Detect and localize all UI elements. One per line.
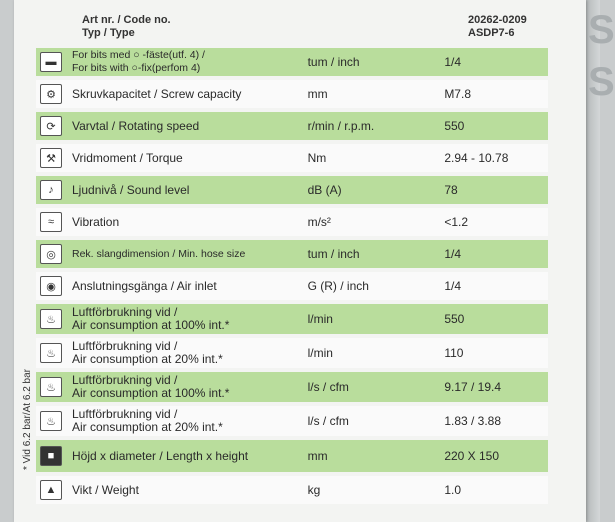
spec-unit: mm [302, 80, 439, 108]
spec-description-line: Air consumption at 100% int.* [72, 318, 230, 332]
spec-unit: l/s / cfm [302, 372, 439, 402]
type-label: Typ / Type [82, 27, 135, 39]
spec-description-line: For bits med ○ -fäste(utf. 4) / [72, 49, 205, 61]
spec-value: 550 [438, 112, 548, 140]
spec-description-line: Varvtal / Rotating speed [72, 119, 200, 133]
spec-unit: G (R) / inch [302, 272, 439, 300]
rotation-icon: ⟳ [40, 116, 62, 136]
dimension-icon: ■ [40, 446, 62, 466]
spec-description [66, 372, 302, 402]
spec-unit: m/s² [302, 208, 439, 236]
spec-description-line: Höjd x diameter / Length x height [72, 449, 249, 463]
spec-row [36, 476, 548, 504]
spec-row [36, 440, 548, 472]
spec-unit: Nm [302, 144, 439, 172]
spec-icon-cell [36, 372, 66, 402]
spec-value: M7.8 [438, 80, 548, 108]
spec-description-line: Rek. slangdimension / Min. hose size [72, 248, 246, 260]
spec-icon-cell [36, 476, 66, 504]
spec-description-line: Air consumption at 20% int.* [72, 352, 223, 366]
spec-value: 1/4 [438, 240, 548, 268]
spec-row [36, 338, 548, 368]
hose-icon: ◎ [40, 244, 62, 264]
air-inlet-icon: ◉ [40, 276, 62, 296]
spec-description [66, 144, 302, 172]
spec-description [66, 112, 302, 140]
spec-icon-cell [36, 176, 66, 204]
spec-row [36, 48, 548, 76]
spec-value: <1.2 [438, 208, 548, 236]
header-right [468, 14, 527, 40]
spec-unit: mm [302, 440, 439, 472]
spec-description [66, 48, 302, 76]
weight-icon: ▲ [40, 480, 62, 500]
spec-row [36, 240, 548, 268]
spec-value: 220 X 150 [438, 440, 548, 472]
air-consumption-icon: ♨ [40, 411, 62, 431]
spec-description-line: Luftförbrukning vid / [72, 373, 178, 387]
air-consumption-icon: ♨ [40, 309, 62, 329]
spec-icon-cell [36, 406, 66, 436]
spec-value: 1.83 / 3.88 [438, 406, 548, 436]
spec-description-line: Anslutningsgänga / Air inlet [72, 279, 217, 293]
right-edge-letter: S [588, 8, 615, 52]
torque-icon: ⚒ [40, 148, 62, 168]
bit-icon: ▬ [40, 52, 62, 72]
spec-icon-cell [36, 240, 66, 268]
spec-unit: r/min / r.p.m. [302, 112, 439, 140]
spec-description-line: For bits with ○-fix(perfom 4) [72, 62, 201, 74]
spec-value: 1/4 [438, 272, 548, 300]
spec-icon-cell [36, 80, 66, 108]
spec-unit: dB (A) [302, 176, 439, 204]
spec-row [36, 208, 548, 236]
spec-value: 78 [438, 176, 548, 204]
spec-description [66, 240, 302, 268]
vibration-icon: ≈ [40, 212, 62, 232]
spec-description [66, 440, 302, 472]
spec-icon-cell [36, 272, 66, 300]
spec-table [36, 44, 548, 508]
spec-description-line: Air consumption at 100% int.* [72, 386, 230, 400]
screw-icon: ⚙ [40, 84, 62, 104]
spec-value: 9.17 / 19.4 [438, 372, 548, 402]
spec-row [36, 80, 548, 108]
spec-icon-cell [36, 208, 66, 236]
spec-row [36, 406, 548, 436]
art-number-value: 20262-0209 [468, 14, 527, 26]
type-value: ASDP7-6 [468, 27, 515, 39]
spec-value: 550 [438, 304, 548, 334]
spec-unit: l/min [302, 338, 439, 368]
spec-value: 1/4 [438, 48, 548, 76]
spec-description-line: Skruvkapacitet / Screw capacity [72, 87, 242, 101]
spec-description [66, 176, 302, 204]
spec-description [66, 304, 302, 334]
spec-description-line: Air consumption at 20% int.* [72, 420, 223, 434]
spec-unit: l/s / cfm [302, 406, 439, 436]
spec-icon-cell [36, 440, 66, 472]
spec-row [36, 176, 548, 204]
spec-description [66, 338, 302, 368]
spec-row [36, 272, 548, 300]
spec-icon-cell [36, 338, 66, 368]
spec-icon-cell [36, 48, 66, 76]
spec-description-line: Luftförbrukning vid / [72, 339, 178, 353]
spec-unit: tum / inch [302, 48, 439, 76]
spec-unit: kg [302, 476, 439, 504]
spec-description-line: Vibration [72, 215, 120, 229]
side-footnote: * Vid 6.2 bar/At 6.2 bar [22, 369, 33, 470]
spec-icon-cell [36, 144, 66, 172]
spec-unit: l/min [302, 304, 439, 334]
spec-description [66, 208, 302, 236]
spec-description [66, 476, 302, 504]
air-consumption-icon: ♨ [40, 343, 62, 363]
spec-description [66, 80, 302, 108]
spec-table-body [36, 48, 548, 504]
right-edge-letter: S [588, 60, 615, 104]
spec-description [66, 272, 302, 300]
spec-row [36, 144, 548, 172]
header-left [82, 14, 171, 40]
spec-icon-cell [36, 304, 66, 334]
spec-description-line: Vikt / Weight [72, 483, 139, 497]
spec-value: 1.0 [438, 476, 548, 504]
spec-unit: tum / inch [302, 240, 439, 268]
art-number-label: Art nr. / Code no. [82, 14, 171, 26]
spec-icon-cell [36, 112, 66, 140]
air-consumption-icon: ♨ [40, 377, 62, 397]
spec-row [36, 304, 548, 334]
spec-description-line: Ljudnivå / Sound level [72, 183, 190, 197]
spec-description [66, 406, 302, 436]
sound-icon: ♪ [40, 180, 62, 200]
spec-row [36, 112, 548, 140]
spec-description-line: Luftförbrukning vid / [72, 305, 178, 319]
spec-row [36, 372, 548, 402]
spec-value: 110 [438, 338, 548, 368]
spec-value: 2.94 - 10.78 [438, 144, 548, 172]
spec-description-line: Vridmoment / Torque [72, 151, 183, 165]
spec-description-line: Luftförbrukning vid / [72, 407, 178, 421]
